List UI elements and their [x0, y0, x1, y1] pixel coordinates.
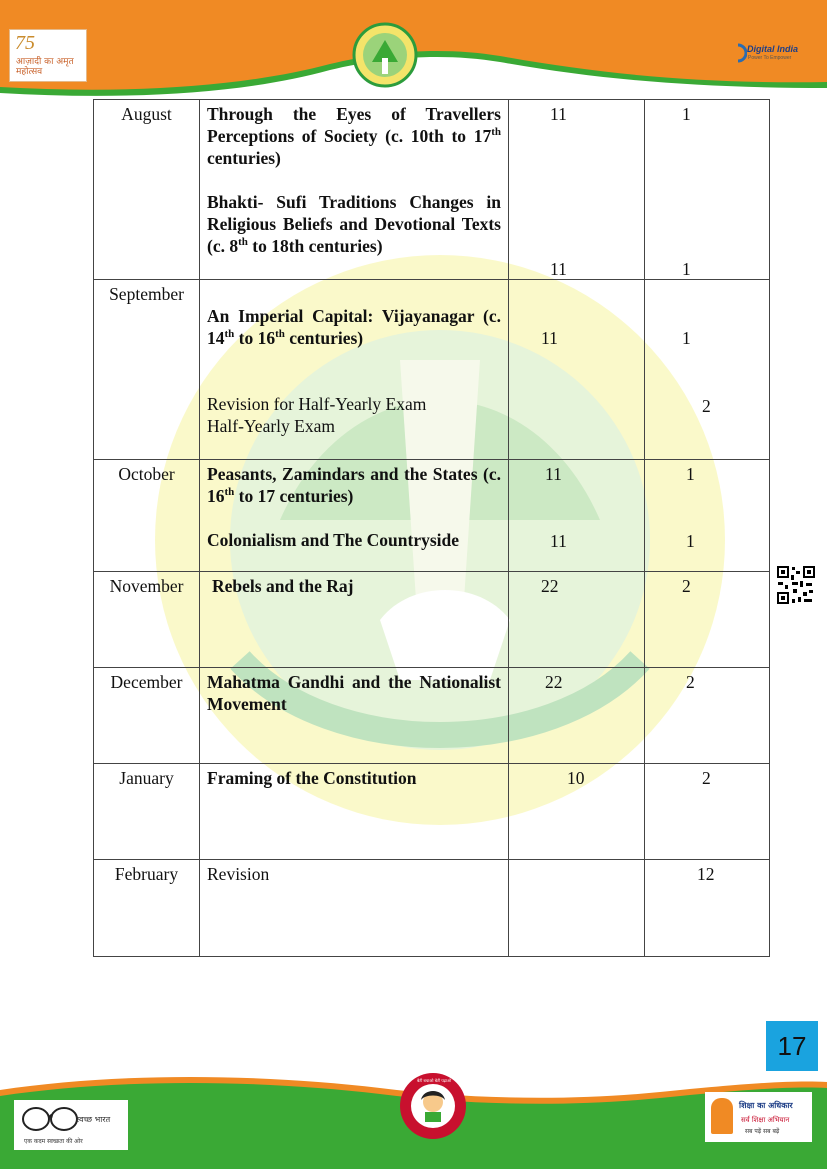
swachh-bharat-logo: स्वच्छ भारत एक कदम स्वच्छता की ओर [14, 1100, 128, 1150]
table-row [94, 280, 770, 460]
periods-cell: 11 11 [509, 460, 645, 572]
emblem-icon [352, 22, 418, 88]
month-cell: February [94, 860, 200, 957]
periods-cell: 22 [509, 572, 645, 668]
topic-text: Through the Eyes of Travellers Perceptions of Society (c. 10th to 17th centuries) [207, 104, 501, 168]
periods-cell: 11 [509, 280, 645, 460]
digital-india-logo: Digital India Power To Empower [727, 37, 799, 71]
periods-cell: 22 [509, 668, 645, 764]
shiksha-adhikar-logo: शिक्षा का अधिकार सर्व शिक्षा अभियान सब पढ़ें सब बढ़ें [705, 1092, 812, 1142]
topic-cell [200, 280, 509, 460]
table-row [94, 764, 770, 860]
month-cell: December [94, 668, 200, 764]
topic-text: Half-Yearly Exam [207, 416, 335, 436]
units-cell: 1 2 [645, 280, 770, 460]
units-cell: 1 1 [645, 460, 770, 572]
topic-text: Revision for Half-Yearly Exam [207, 394, 427, 414]
month-cell: September [94, 280, 200, 460]
children-icon [711, 1098, 733, 1134]
units-cell: 2 [645, 668, 770, 764]
month-cell: August [94, 100, 200, 280]
azadi-logo: 75 आज़ादी का अमृत महोत्सव [9, 29, 87, 82]
table-row [94, 460, 770, 572]
units-cell: 1 1 [645, 100, 770, 280]
units-cell: 12 [645, 860, 770, 957]
topic-cell [200, 668, 509, 764]
topic-text: Peasants, Zamindars and the States (c. 16th to 17 centuries) [207, 464, 501, 506]
topic-text: An Imperial Capital: Vijayanagar (c. 14th to 16th centuries) [207, 306, 501, 348]
table-row [94, 668, 770, 764]
periods-cell [509, 860, 645, 957]
table-row [94, 860, 770, 957]
periods-cell: 11 11 [509, 100, 645, 280]
table-row [94, 100, 770, 280]
topic-cell [200, 100, 509, 280]
topic-text: Revision [207, 864, 270, 884]
topic-text: Mahatma Gandhi and the Nationalist Movement [207, 672, 501, 714]
month-cell: November [94, 572, 200, 668]
units-cell: 2 [645, 764, 770, 860]
qr-code-icon [776, 565, 816, 605]
table-row [94, 572, 770, 668]
topic-text: Colonialism and The Countryside [207, 530, 460, 550]
month-cell: January [94, 764, 200, 860]
topic-cell [200, 860, 509, 957]
periods-cell: 10 [509, 764, 645, 860]
syllabus-table [93, 99, 770, 957]
topic-cell [200, 460, 509, 572]
topic-text: Rebels and the Raj [212, 576, 354, 596]
topic-cell [200, 764, 509, 860]
topic-cell [200, 572, 509, 668]
topic-text: Framing of the Constitution [207, 768, 417, 788]
units-cell: 2 [645, 572, 770, 668]
page-number: 17 [766, 1021, 818, 1071]
topic-text: Bhakti- Sufi Traditions Changes in Religious Beliefs and Devotional Texts (c. 8th to 18th centuries) [207, 192, 501, 256]
month-cell: October [94, 460, 200, 572]
